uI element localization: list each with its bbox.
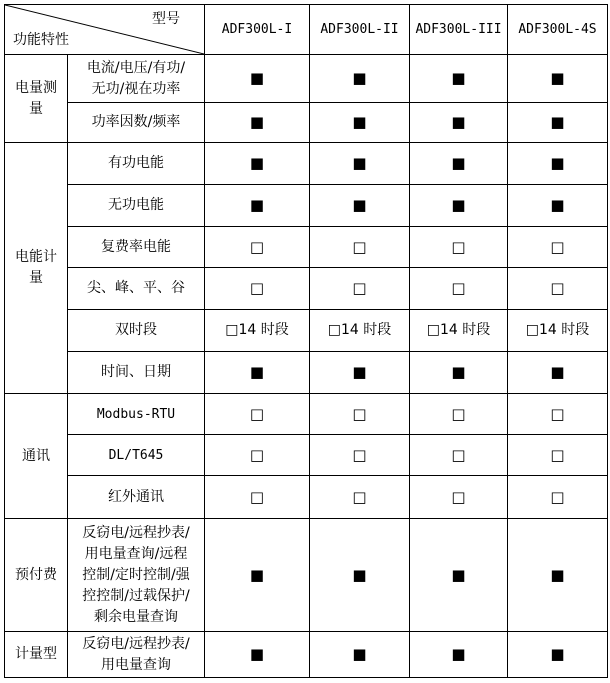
table-row (5, 185, 608, 227)
feature-label: 电流/电压/有功/ 无功/视在功率 (86, 59, 186, 97)
feature-cell: DL/T645 (68, 435, 205, 476)
optional-14-mark: □14 时段 (310, 310, 410, 352)
standard-mark: ■ (205, 519, 310, 632)
standard-mark: ■ (310, 103, 410, 143)
category-cell: 通讯 (5, 394, 68, 519)
category-cell: 计量型 (5, 632, 68, 678)
standard-mark: ■ (205, 143, 310, 185)
feature-label: 反窃电/远程抄表/ 用电量查询 (82, 635, 190, 673)
optional-mark: □ (310, 268, 410, 310)
table-row (5, 310, 608, 352)
optional-mark: □ (508, 268, 608, 310)
header-row (5, 5, 608, 55)
table-row (5, 435, 608, 476)
standard-mark: ■ (508, 185, 608, 227)
table-row (5, 143, 608, 185)
optional-mark: □ (205, 476, 310, 519)
feature-label: 反窃电/远程抄表/ 用电量查询/远程 控制/定时控制/强 控控制/过载保护/ 剩余电量查询 (82, 524, 190, 625)
standard-mark: ■ (310, 632, 410, 678)
standard-mark: ■ (310, 143, 410, 185)
feature-cell: 红外通讯 (68, 476, 205, 519)
standard-mark: ■ (410, 519, 508, 632)
optional-mark: □ (310, 394, 410, 435)
model-header: ADF300L-III (410, 5, 508, 55)
standard-mark: ■ (310, 185, 410, 227)
model-header: ADF300L-II (310, 5, 410, 55)
optional-mark: □ (508, 435, 608, 476)
feature-cell: 功率因数/频率 (68, 103, 205, 143)
standard-mark: ■ (205, 55, 310, 103)
optional-mark: □ (310, 476, 410, 519)
category-label: 电能计 量 (15, 249, 57, 286)
table-row (5, 352, 608, 394)
table-row (5, 632, 608, 678)
feature-cell: 双时段 (68, 310, 205, 352)
feature-cell: 复费率电能 (68, 227, 205, 268)
table-row (5, 519, 608, 632)
standard-mark: ■ (205, 632, 310, 678)
optional-mark: □ (205, 394, 310, 435)
table-row (5, 268, 608, 310)
feature-cell: 有功电能 (68, 143, 205, 185)
optional-mark: □ (205, 227, 310, 268)
optional-mark: □ (205, 435, 310, 476)
standard-mark: ■ (508, 143, 608, 185)
standard-mark: ■ (410, 352, 508, 394)
feature-cell: 尖、峰、平、谷 (68, 268, 205, 310)
standard-mark: ■ (310, 55, 410, 103)
standard-mark: ■ (205, 185, 310, 227)
optional-mark: □ (410, 476, 508, 519)
category-cell (5, 143, 68, 394)
standard-mark: ■ (508, 632, 608, 678)
model-header: ADF300L-4S (508, 5, 608, 55)
standard-mark: ■ (410, 55, 508, 103)
standard-mark: ■ (205, 352, 310, 394)
table-row (5, 394, 608, 435)
feature-cell (68, 519, 205, 632)
optional-mark: □ (508, 394, 608, 435)
standard-mark: ■ (508, 519, 608, 632)
feature-cell: 无功电能 (68, 185, 205, 227)
model-header: ADF300L-I (205, 5, 310, 55)
feature-cell (68, 632, 205, 678)
feature-cell: Modbus-RTU (68, 394, 205, 435)
spec-table (4, 4, 608, 678)
feature-cell (68, 55, 205, 103)
optional-mark: □ (508, 227, 608, 268)
category-cell (5, 55, 68, 143)
optional-mark: □ (410, 268, 508, 310)
table-row (5, 55, 608, 103)
standard-mark: ■ (205, 103, 310, 143)
optional-mark: □ (508, 476, 608, 519)
feature-header-label: 功能特性 (13, 32, 69, 48)
standard-mark: ■ (410, 103, 508, 143)
standard-mark: ■ (410, 185, 508, 227)
optional-mark: □ (410, 394, 508, 435)
optional-14-mark: □14 时段 (205, 310, 310, 352)
standard-mark: ■ (310, 519, 410, 632)
model-header-label: 型号 (152, 11, 180, 27)
optional-mark: □ (410, 227, 508, 268)
standard-mark: ■ (508, 55, 608, 103)
optional-mark: □ (310, 227, 410, 268)
standard-mark: ■ (410, 143, 508, 185)
category-cell: 预付费 (5, 519, 68, 632)
standard-mark: ■ (410, 632, 508, 678)
table-row (5, 103, 608, 143)
category-label: 电量测 量 (15, 79, 57, 117)
optional-mark: □ (410, 435, 508, 476)
standard-mark: ■ (508, 103, 608, 143)
optional-14-mark: □14 时段 (508, 310, 608, 352)
standard-mark: ■ (310, 352, 410, 394)
table-row (5, 227, 608, 268)
optional-mark: □ (310, 435, 410, 476)
standard-mark: ■ (508, 352, 608, 394)
feature-cell: 时间、日期 (68, 352, 205, 394)
optional-14-mark: □14 时段 (410, 310, 508, 352)
header-corner-cell (5, 5, 205, 55)
optional-mark: □ (205, 268, 310, 310)
table-row (5, 476, 608, 519)
